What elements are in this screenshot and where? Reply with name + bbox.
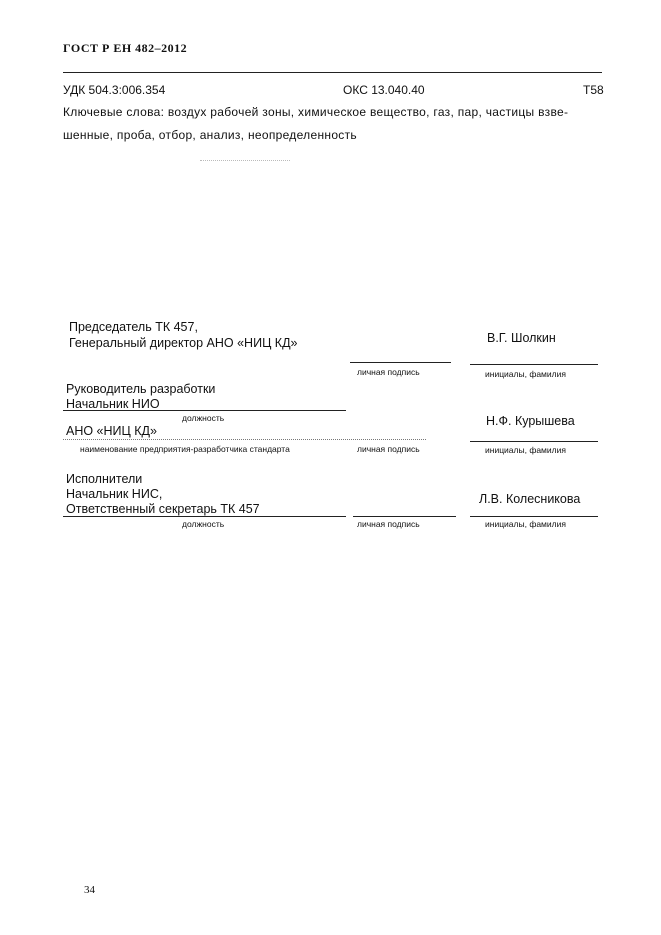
chairman-title-1: Председатель ТК 457, xyxy=(69,320,198,334)
executors-position-caption: должность xyxy=(182,519,225,529)
executors-name: Л.В. Колесникова xyxy=(479,492,581,506)
chairman-name: В.Г. Шолкин xyxy=(487,331,556,345)
head-name: Н.Ф. Курышева xyxy=(486,414,575,428)
chairman-signature-caption: личная подпись xyxy=(357,367,420,377)
head-signature-caption: личная подпись xyxy=(357,444,420,454)
chairman-initials-line xyxy=(470,364,598,365)
udk-code: УДК 504.3:006.354 xyxy=(63,83,166,97)
keywords-line-1: Ключевые слова: воздух рабочей зоны, химическое вещество, газ, пар, частицы взве- xyxy=(63,105,569,119)
head-position-caption: должность xyxy=(182,413,225,423)
head-org-caption: наименование предприятия-разработчика стандарта xyxy=(80,444,290,454)
head-org: АНО «НИЦ КД» xyxy=(66,424,157,438)
executors-position-line xyxy=(63,516,346,517)
head-title-1: Руководитель разработки xyxy=(66,382,216,396)
head-initials-line xyxy=(470,441,598,442)
oks-code: ОКС 13.040.40 xyxy=(343,83,425,97)
head-position-line xyxy=(63,410,346,411)
chairman-title-2: Генеральный директор АНО «НИЦ КД» xyxy=(69,336,298,350)
keywords-line-2: шенные, проба, отбор, анализ, неопределенность xyxy=(63,128,357,142)
chairman-initials-caption: инициалы, фамилия xyxy=(485,369,566,379)
page-number: 34 xyxy=(84,884,95,896)
executors-title-1: Исполнители xyxy=(66,472,143,486)
classification-code: Т58 xyxy=(583,83,604,97)
executors-title-2: Начальник НИС, xyxy=(66,487,163,501)
standard-code: ГОСТ Р ЕН 482–2012 xyxy=(63,41,188,55)
head-title-2: Начальник НИО xyxy=(66,397,160,411)
head-initials-caption: инициалы, фамилия xyxy=(485,445,566,455)
executors-signature-line xyxy=(353,516,456,517)
head-org-line xyxy=(63,439,426,440)
executors-signature-caption: личная подпись xyxy=(357,519,420,529)
header-rule xyxy=(63,72,602,73)
executors-title-3: Ответственный секретарь ТК 457 xyxy=(66,502,260,516)
executors-initials-line xyxy=(470,516,598,517)
executors-initials-caption: инициалы, фамилия xyxy=(485,519,566,529)
chairman-signature-line xyxy=(350,362,451,363)
faint-divider xyxy=(200,160,290,162)
